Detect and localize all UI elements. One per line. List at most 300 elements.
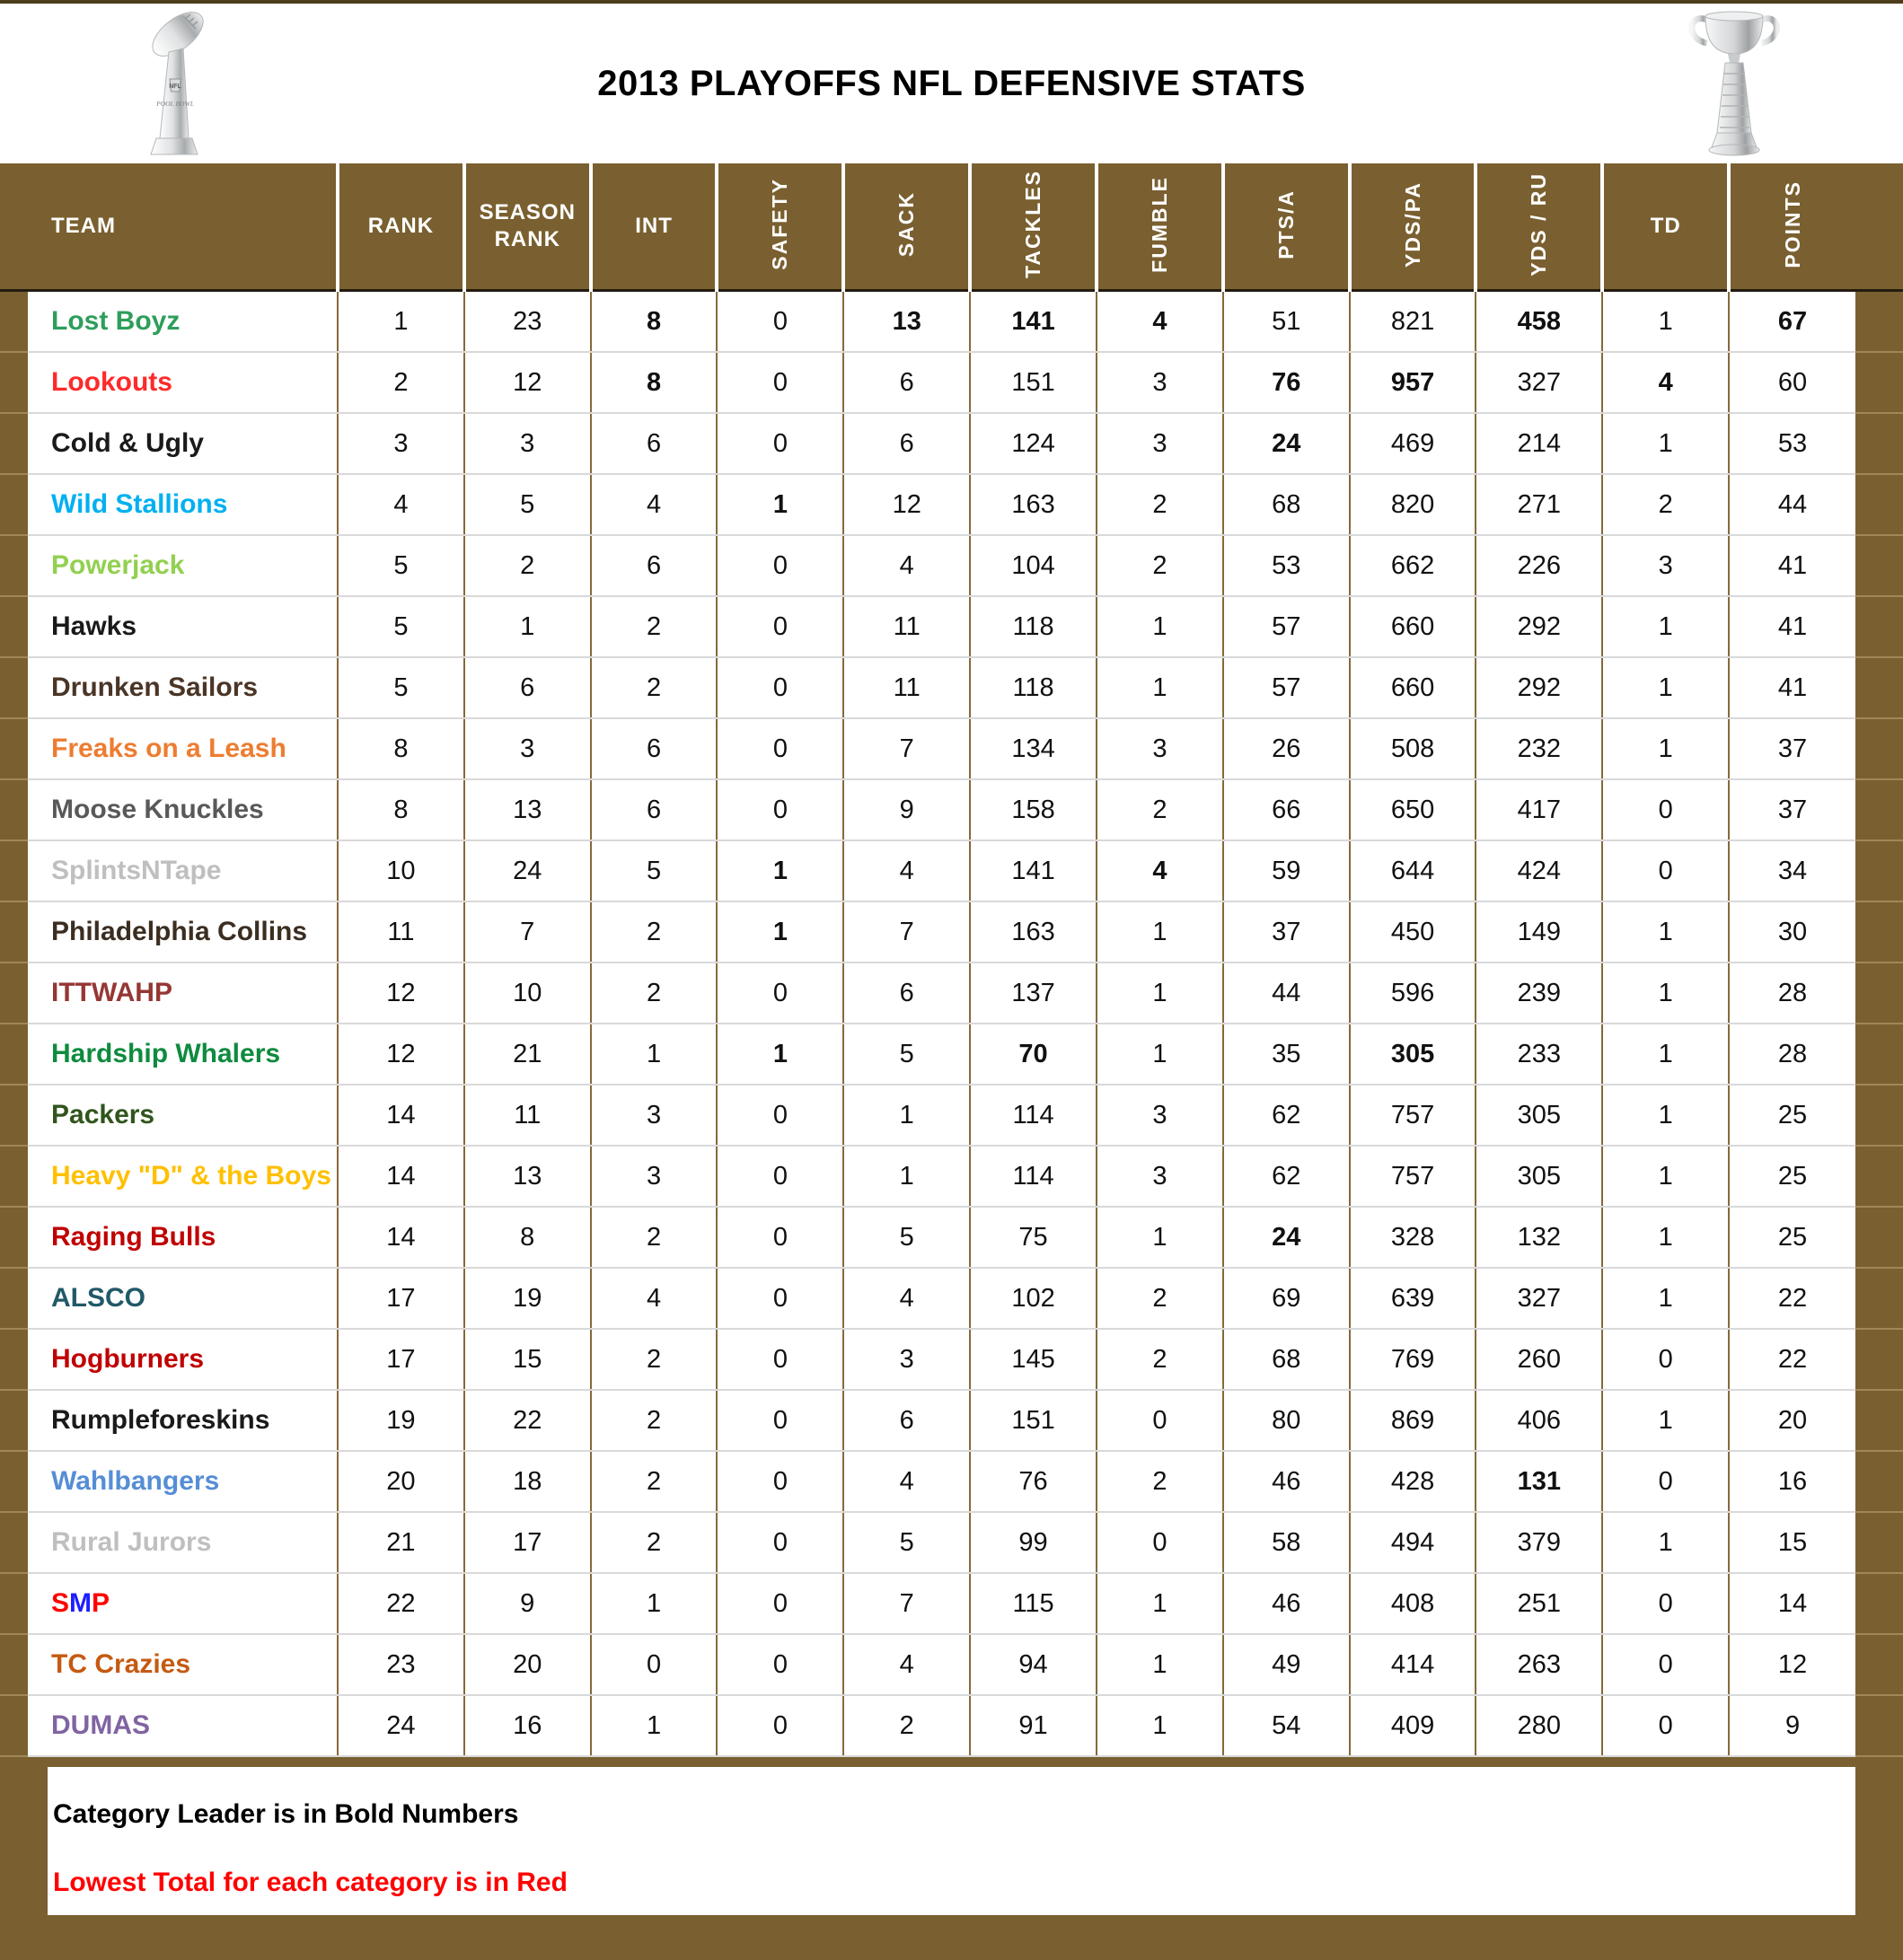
stat-cell-yds-pa: 957: [1350, 352, 1476, 413]
stat-cell-safety: 0: [717, 1573, 843, 1634]
left-frame-strip-cell: [0, 291, 28, 353]
right-frame-strip-cell: [1855, 1146, 1903, 1207]
stat-cell-tackles: 163: [970, 901, 1097, 962]
stat-cell-points: 41: [1729, 657, 1855, 718]
stat-cell-rank: 23: [338, 1634, 464, 1695]
stat-cell-yds-ru: 239: [1476, 962, 1602, 1024]
stat-cell-sack: 5: [843, 1024, 970, 1085]
right-frame-strip-cell: [1855, 1329, 1903, 1390]
stat-cell-pts-a: 35: [1223, 1024, 1350, 1085]
col-header-label: TEAM: [51, 214, 116, 238]
table-row: [0, 1634, 1903, 1695]
table-row: [0, 1085, 1903, 1146]
left-frame-strip-cell: [0, 413, 28, 474]
table-row: [0, 962, 1903, 1024]
stat-cell-yds-ru: 292: [1476, 596, 1602, 657]
stat-cell-td: 1: [1602, 1085, 1729, 1146]
stat-cell-sack: 1: [843, 1085, 970, 1146]
stat-cell-fumble: 1: [1097, 657, 1223, 718]
stat-cell-pts-a: 66: [1223, 779, 1350, 840]
stat-cell-rank: 17: [338, 1329, 464, 1390]
table-row: [0, 779, 1903, 840]
stat-cell-pts-a: 68: [1223, 474, 1350, 535]
team-name-cell: Hogburners: [28, 1329, 338, 1390]
stat-cell-yds-ru: 379: [1476, 1512, 1602, 1573]
table-row: [0, 291, 1903, 353]
col-header-fumble: [1097, 163, 1223, 291]
stat-cell-tackles: 114: [970, 1146, 1097, 1207]
table-row: [0, 901, 1903, 962]
stat-cell-td: 0: [1602, 779, 1729, 840]
stat-cell-season-rank: 5: [464, 474, 591, 535]
stat-cell-td: 3: [1602, 535, 1729, 596]
right-frame-strip-cell: [1855, 352, 1903, 413]
stat-cell-yds-pa: 757: [1350, 1146, 1476, 1207]
left-frame-strip-cell: [0, 1634, 28, 1695]
stat-cell-yds-pa: 650: [1350, 779, 1476, 840]
stat-cell-safety: 0: [717, 1329, 843, 1390]
stat-cell-tackles: 163: [970, 474, 1097, 535]
right-frame-strip-cell: [1855, 657, 1903, 718]
stat-cell-int: 3: [591, 1085, 718, 1146]
stat-cell-yds-pa: 450: [1350, 901, 1476, 962]
stat-cell-fumble: 4: [1097, 291, 1223, 353]
stat-cell-yds-ru: 251: [1476, 1573, 1602, 1634]
table-row: [0, 1451, 1903, 1512]
stat-cell-points: 28: [1729, 962, 1855, 1024]
col-header-label: SACK: [894, 190, 919, 258]
stat-cell-td: 1: [1602, 291, 1729, 353]
left-frame-strip-cell: [0, 1451, 28, 1512]
col-header-label: POINTS: [1781, 180, 1805, 268]
stat-cell-safety: 0: [717, 352, 843, 413]
stat-cell-pts-a: 58: [1223, 1512, 1350, 1573]
stat-cell-yds-pa: 596: [1350, 962, 1476, 1024]
stat-cell-yds-pa: 660: [1350, 596, 1476, 657]
stat-cell-sack: 7: [843, 1573, 970, 1634]
col-header-rank: [338, 163, 464, 291]
team-name-cell: Moose Knuckles: [28, 779, 338, 840]
stat-cell-int: 6: [591, 718, 718, 779]
stat-cell-yds-pa: 769: [1350, 1329, 1476, 1390]
right-frame-strip-cell: [1855, 1512, 1903, 1573]
right-frame-strip-cell: [1855, 1207, 1903, 1268]
stat-cell-int: 4: [591, 474, 718, 535]
stat-cell-yds-pa: 469: [1350, 413, 1476, 474]
stat-cell-fumble: 2: [1097, 1329, 1223, 1390]
stat-cell-tackles: 76: [970, 1451, 1097, 1512]
stat-cell-sack: 11: [843, 596, 970, 657]
col-header-pts-a: [1223, 163, 1350, 291]
stat-cell-int: 1: [591, 1024, 718, 1085]
right-frame-strip-cell: [1855, 779, 1903, 840]
stat-cell-tackles: 137: [970, 962, 1097, 1024]
stat-cell-rank: 5: [338, 535, 464, 596]
table-row: [0, 1390, 1903, 1451]
table-row: [0, 535, 1903, 596]
stat-cell-fumble: 1: [1097, 596, 1223, 657]
stat-cell-points: 44: [1729, 474, 1855, 535]
table-row: [0, 1329, 1903, 1390]
stat-cell-int: 3: [591, 1146, 718, 1207]
stat-cell-yds-pa: 305: [1350, 1024, 1476, 1085]
stat-cell-yds-ru: 292: [1476, 657, 1602, 718]
stat-cell-tackles: 114: [970, 1085, 1097, 1146]
team-name-cell: Heavy "D" & the Boys: [28, 1146, 338, 1207]
title-band: [0, 4, 1903, 163]
stat-cell-sack: 4: [843, 1268, 970, 1329]
stat-cell-yds-ru: 233: [1476, 1024, 1602, 1085]
stat-cell-fumble: 3: [1097, 413, 1223, 474]
stat-cell-pts-a: 46: [1223, 1451, 1350, 1512]
stat-cell-td: 1: [1602, 1146, 1729, 1207]
team-name-letter: M: [69, 1588, 93, 1618]
stat-cell-rank: 14: [338, 1146, 464, 1207]
stat-cell-points: 41: [1729, 535, 1855, 596]
stat-cell-rank: 22: [338, 1573, 464, 1634]
stat-cell-sack: 6: [843, 962, 970, 1024]
stat-cell-tackles: 118: [970, 596, 1097, 657]
stat-cell-pts-a: 80: [1223, 1390, 1350, 1451]
team-name-cell: Rumpleforeskins: [28, 1390, 338, 1451]
stat-cell-sack: 4: [843, 840, 970, 901]
team-name-cell: SplintsNTape: [28, 840, 338, 901]
stat-cell-safety: 0: [717, 1207, 843, 1268]
stat-cell-sack: 5: [843, 1207, 970, 1268]
stat-cell-pts-a: 68: [1223, 1329, 1350, 1390]
col-header-int: [591, 163, 718, 291]
stat-cell-season-rank: 22: [464, 1390, 591, 1451]
stat-cell-safety: 0: [717, 1268, 843, 1329]
stat-cell-season-rank: 3: [464, 718, 591, 779]
team-name-cell: ALSCO: [28, 1268, 338, 1329]
stat-cell-rank: 17: [338, 1268, 464, 1329]
stat-cell-td: 1: [1602, 1024, 1729, 1085]
table-row: [0, 1207, 1903, 1268]
stat-cell-tackles: 99: [970, 1512, 1097, 1573]
stat-cell-safety: 0: [717, 1512, 843, 1573]
stat-cell-td: 1: [1602, 1207, 1729, 1268]
stat-cell-yds-ru: 327: [1476, 1268, 1602, 1329]
stat-cell-sack: 5: [843, 1512, 970, 1573]
stat-cell-season-rank: 21: [464, 1024, 591, 1085]
stat-cell-points: 25: [1729, 1146, 1855, 1207]
right-frame-strip-cell: [1855, 535, 1903, 596]
stat-cell-safety: 0: [717, 596, 843, 657]
stat-cell-pts-a: 44: [1223, 962, 1350, 1024]
left-frame-strip-cell: [0, 1329, 28, 1390]
stat-cell-tackles: 151: [970, 352, 1097, 413]
stat-cell-pts-a: 46: [1223, 1573, 1350, 1634]
left-frame-strip-cell: [0, 1207, 28, 1268]
stat-cell-fumble: 2: [1097, 1268, 1223, 1329]
stat-cell-sack: 1: [843, 1146, 970, 1207]
team-name-cell: Lost Boyz: [28, 291, 338, 353]
stat-cell-sack: 4: [843, 1451, 970, 1512]
stat-cell-rank: 24: [338, 1695, 464, 1756]
stat-cell-td: 2: [1602, 474, 1729, 535]
stat-cell-sack: 7: [843, 901, 970, 962]
col-header-label: RANK: [367, 214, 435, 238]
stats-table-wrap: [0, 163, 1903, 1757]
stat-cell-td: 0: [1602, 1634, 1729, 1695]
stat-cell-safety: 1: [717, 840, 843, 901]
right-frame-strip-cell: [1855, 474, 1903, 535]
stat-cell-rank: 14: [338, 1085, 464, 1146]
stats-table: [0, 163, 1903, 1757]
left-frame-strip-cell: [0, 840, 28, 901]
stat-cell-tackles: 141: [970, 291, 1097, 353]
team-name-cell: [28, 1573, 338, 1634]
stat-cell-sack: 9: [843, 779, 970, 840]
stat-cell-points: 9: [1729, 1695, 1855, 1756]
team-name-cell: Cold & Ugly: [28, 413, 338, 474]
table-row: [0, 1573, 1903, 1634]
legend-box: [48, 1767, 1855, 1915]
stat-cell-safety: 0: [717, 413, 843, 474]
stat-cell-points: 25: [1729, 1207, 1855, 1268]
stat-cell-yds-pa: 662: [1350, 535, 1476, 596]
stat-cell-fumble: 3: [1097, 1146, 1223, 1207]
left-frame-strip-cell: [0, 474, 28, 535]
stat-cell-season-rank: 9: [464, 1573, 591, 1634]
stat-cell-yds-ru: 417: [1476, 779, 1602, 840]
stat-cell-int: 2: [591, 596, 718, 657]
col-header-label: PTS/A: [1273, 189, 1298, 259]
stat-cell-td: 1: [1602, 1390, 1729, 1451]
stat-cell-season-rank: 18: [464, 1451, 591, 1512]
stat-cell-int: 2: [591, 1512, 718, 1573]
left-frame-strip-cell: [0, 1573, 28, 1634]
stat-cell-safety: 0: [717, 779, 843, 840]
stat-cell-safety: 0: [717, 1695, 843, 1756]
stat-cell-fumble: 3: [1097, 352, 1223, 413]
stat-cell-safety: 0: [717, 535, 843, 596]
stat-cell-yds-pa: 508: [1350, 718, 1476, 779]
stat-cell-int: 4: [591, 1268, 718, 1329]
team-name-cell: Packers: [28, 1085, 338, 1146]
stat-cell-safety: 0: [717, 1634, 843, 1695]
stat-cell-sack: 12: [843, 474, 970, 535]
stat-cell-td: 1: [1602, 413, 1729, 474]
stat-cell-season-rank: 23: [464, 291, 591, 353]
stat-cell-safety: 0: [717, 1085, 843, 1146]
stat-cell-yds-pa: 820: [1350, 474, 1476, 535]
stat-cell-int: 6: [591, 779, 718, 840]
stat-cell-int: 6: [591, 413, 718, 474]
stat-cell-tackles: 102: [970, 1268, 1097, 1329]
stat-cell-points: 14: [1729, 1573, 1855, 1634]
team-name-cell: Wahlbangers: [28, 1451, 338, 1512]
team-name-cell: Hawks: [28, 596, 338, 657]
stat-cell-season-rank: 11: [464, 1085, 591, 1146]
stat-cell-fumble: 1: [1097, 1695, 1223, 1756]
table-row: [0, 718, 1903, 779]
right-frame-strip-cell: [1855, 962, 1903, 1024]
stat-cell-points: 37: [1729, 779, 1855, 840]
stat-cell-yds-ru: 131: [1476, 1451, 1602, 1512]
stat-cell-points: 60: [1729, 352, 1855, 413]
left-frame-strip-cell: [0, 779, 28, 840]
stat-cell-fumble: 3: [1097, 718, 1223, 779]
stat-cell-tackles: 94: [970, 1634, 1097, 1695]
stat-cell-points: 12: [1729, 1634, 1855, 1695]
stat-cell-points: 41: [1729, 596, 1855, 657]
stat-cell-sack: 13: [843, 291, 970, 353]
stat-cell-pts-a: 69: [1223, 1268, 1350, 1329]
col-header-safety: [717, 163, 843, 291]
table-row: [0, 840, 1903, 901]
stat-cell-int: 2: [591, 657, 718, 718]
stat-cell-points: 34: [1729, 840, 1855, 901]
stat-cell-tackles: 104: [970, 535, 1097, 596]
col-header-points: [1729, 163, 1855, 291]
col-header-label: TD: [1650, 214, 1681, 238]
stat-cell-td: 0: [1602, 1329, 1729, 1390]
left-frame-strip-cell: [0, 718, 28, 779]
stat-cell-yds-pa: 869: [1350, 1390, 1476, 1451]
stat-cell-tackles: 134: [970, 718, 1097, 779]
col-header-label: YDS / RU: [1527, 171, 1551, 277]
stat-cell-yds-pa: 639: [1350, 1268, 1476, 1329]
stat-cell-sack: 7: [843, 718, 970, 779]
stat-cell-yds-ru: 232: [1476, 718, 1602, 779]
stat-cell-fumble: 0: [1097, 1390, 1223, 1451]
right-frame-strip-cell: [1855, 1451, 1903, 1512]
stat-cell-tackles: 151: [970, 1390, 1097, 1451]
right-frame-strip-cell: [1855, 1085, 1903, 1146]
stat-cell-yds-ru: 458: [1476, 291, 1602, 353]
stat-cell-td: 1: [1602, 657, 1729, 718]
stat-cell-int: 2: [591, 1390, 718, 1451]
stat-cell-rank: 8: [338, 779, 464, 840]
team-name-cell: Wild Stallions: [28, 474, 338, 535]
left-frame-strip: [0, 163, 28, 291]
stat-cell-rank: 19: [338, 1390, 464, 1451]
stat-cell-rank: 4: [338, 474, 464, 535]
stat-cell-safety: 0: [717, 1451, 843, 1512]
stat-cell-rank: 12: [338, 962, 464, 1024]
stat-cell-points: 22: [1729, 1268, 1855, 1329]
col-header-tackles: [970, 163, 1097, 291]
stat-cell-season-rank: 16: [464, 1695, 591, 1756]
table-row: [0, 352, 1903, 413]
stat-cell-fumble: 2: [1097, 535, 1223, 596]
right-frame-strip-cell: [1855, 718, 1903, 779]
stat-cell-pts-a: 54: [1223, 1695, 1350, 1756]
stat-cell-points: 20: [1729, 1390, 1855, 1451]
svg-text:NFL: NFL: [169, 83, 181, 90]
stat-cell-points: 25: [1729, 1085, 1855, 1146]
stat-cell-fumble: 4: [1097, 840, 1223, 901]
stat-cell-safety: 0: [717, 657, 843, 718]
stat-cell-yds-pa: 328: [1350, 1207, 1476, 1268]
stat-cell-safety: 0: [717, 962, 843, 1024]
stat-cell-yds-ru: 263: [1476, 1634, 1602, 1695]
stat-cell-yds-pa: 644: [1350, 840, 1476, 901]
col-header-label: YDS/PA: [1400, 180, 1424, 268]
team-name-cell: Drunken Sailors: [28, 657, 338, 718]
right-frame-strip-cell: [1855, 1573, 1903, 1634]
stat-cell-yds-pa: 821: [1350, 291, 1476, 353]
stat-cell-fumble: 1: [1097, 1024, 1223, 1085]
stat-cell-int: 8: [591, 291, 718, 353]
team-name-cell: Philadelphia Collins: [28, 901, 338, 962]
stat-cell-season-rank: 17: [464, 1512, 591, 1573]
left-frame-strip-cell: [0, 1085, 28, 1146]
stat-cell-season-rank: 3: [464, 413, 591, 474]
stat-cell-rank: 11: [338, 901, 464, 962]
left-frame-strip-cell: [0, 901, 28, 962]
stat-cell-td: 0: [1602, 1573, 1729, 1634]
svg-text:POOL BOWL: POOL BOWL: [156, 100, 194, 108]
stat-cell-yds-pa: 494: [1350, 1512, 1476, 1573]
stat-cell-season-rank: 20: [464, 1634, 591, 1695]
right-frame-strip-cell: [1855, 1024, 1903, 1085]
stat-cell-yds-ru: 305: [1476, 1146, 1602, 1207]
stat-cell-yds-pa: 660: [1350, 657, 1476, 718]
team-name-cell: ITTWAHP: [28, 962, 338, 1024]
stat-cell-safety: 1: [717, 474, 843, 535]
team-name-cell: TC Crazies: [28, 1634, 338, 1695]
stat-cell-sack: 3: [843, 1329, 970, 1390]
stats-table-body: [0, 291, 1903, 1757]
stat-cell-pts-a: 24: [1223, 413, 1350, 474]
lombardi-trophy-icon: [128, 5, 221, 166]
stat-cell-season-rank: 19: [464, 1268, 591, 1329]
left-frame-strip-cell: [0, 657, 28, 718]
stat-cell-td: 1: [1602, 901, 1729, 962]
left-frame-strip-cell: [0, 1024, 28, 1085]
stat-cell-pts-a: 76: [1223, 352, 1350, 413]
stat-cell-pts-a: 59: [1223, 840, 1350, 901]
stat-cell-int: 5: [591, 840, 718, 901]
stat-cell-sack: 6: [843, 352, 970, 413]
stat-cell-rank: 14: [338, 1207, 464, 1268]
header-row: [0, 163, 1903, 291]
stat-cell-season-rank: 13: [464, 1146, 591, 1207]
left-frame-strip-cell: [0, 535, 28, 596]
stat-cell-pts-a: 26: [1223, 718, 1350, 779]
stat-cell-season-rank: 1: [464, 596, 591, 657]
stat-cell-season-rank: 12: [464, 352, 591, 413]
stat-cell-fumble: 1: [1097, 1207, 1223, 1268]
col-header-label: SAFETY: [768, 178, 792, 270]
stat-cell-int: 2: [591, 962, 718, 1024]
stat-cell-rank: 5: [338, 657, 464, 718]
right-frame-strip: [1855, 163, 1903, 291]
stat-cell-season-rank: 8: [464, 1207, 591, 1268]
stat-cell-yds-pa: 414: [1350, 1634, 1476, 1695]
table-row: [0, 1024, 1903, 1085]
stat-cell-int: 0: [591, 1634, 718, 1695]
stat-cell-tackles: 158: [970, 779, 1097, 840]
stat-cell-td: 1: [1602, 718, 1729, 779]
stat-cell-fumble: 1: [1097, 1573, 1223, 1634]
stat-cell-yds-pa: 428: [1350, 1451, 1476, 1512]
team-name-cell: Freaks on a Leash: [28, 718, 338, 779]
stat-cell-fumble: 1: [1097, 1634, 1223, 1695]
page-title: 2013 PLAYOFFS NFL DEFENSIVE STATS: [597, 63, 1306, 103]
stat-cell-int: 1: [591, 1695, 718, 1756]
left-frame-strip-cell: [0, 1268, 28, 1329]
stat-cell-tackles: 91: [970, 1695, 1097, 1756]
stat-cell-int: 6: [591, 535, 718, 596]
stat-cell-tackles: 75: [970, 1207, 1097, 1268]
team-name-cell: DUMAS: [28, 1695, 338, 1756]
left-frame-strip-cell: [0, 352, 28, 413]
legend-red-note: Lowest Total for each category is in Red: [53, 1868, 568, 1897]
